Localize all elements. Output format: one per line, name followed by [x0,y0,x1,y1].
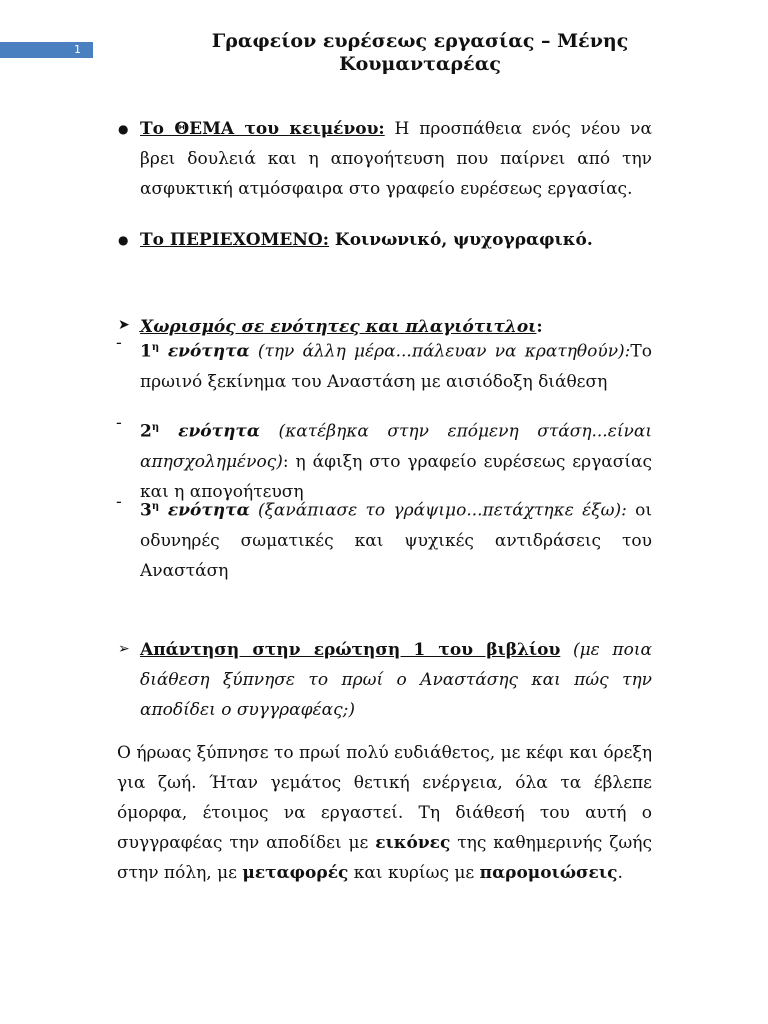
section-range: (την άλλη μέρα...πάλευαν να κρατηθούν): [249,341,631,362]
answer-emphasis: εικόνες [375,833,451,853]
section-description: Το πρωινό ξεκίνημα του Αναστάση με αισιόδοξη διάθεση [140,341,652,392]
bullet-icon: ● [118,122,129,136]
dash-bullet: - [116,492,122,512]
section-description: : η άφιξη στο γραφείο ευρέσεως εργασίας και η απογοήτευση [140,451,652,502]
sections-heading-text: Χωρισμός σε ενότητες και πλαγιότιτλοι [140,317,537,337]
title-line-1: Γραφείον ευρέσεως εργασίας – Μένης [211,30,629,52]
answer-text: . [617,863,623,883]
section-item [140,333,652,397]
answer-question: (με ποια διάθεση ξύπνησε το πρωί ο Αναστάσης και πώς την αποδίδει ο συγγραφέας;) [140,640,652,720]
section-ordinal: η [151,422,160,433]
sections-heading-colon: : [536,317,543,337]
answer-heading-text: Απάντηση στην ερώτηση 1 του βιβλίου [140,640,561,660]
answer-heading [140,635,652,725]
arrow-bullet-icon: ➢ [118,641,130,657]
section-ordinal: η [151,342,160,353]
content-paragraph [140,225,652,255]
section-number: 2 [140,421,152,442]
page-number: 1 [0,42,93,58]
theme-text: Η προσπάθεια ενός νέου να βρει δουλειά και η απογοήτευση που παίρνει από την ασφυκτική ατμόσφαιρα στο γραφείο ευρέσεως εργασίας. [140,119,652,199]
section-item [140,492,652,586]
section-label: ενότητα [159,500,250,521]
answer-emphasis: παρομοιώσεις [479,863,618,883]
document-title [140,30,700,76]
theme-label: Το ΘΕΜΑ του κειμένου: [140,119,385,139]
answer-text: της καθημερινής ζωής στην πόλη, με [117,833,652,883]
section-label: ενότητα [159,421,260,442]
section-label: ενότητα [159,341,250,362]
theme-paragraph [140,114,652,204]
section-ordinal: η [151,501,160,512]
content-label: Το ΠΕΡΙΕΧΟΜΕΝΟ: [140,230,330,250]
arrow-bullet-icon: ➤ [118,317,130,333]
content-text: Κοινωνικό, ψυχογραφικό. [329,230,593,250]
dash-bullet: - [116,333,122,353]
answer-paragraph [117,738,652,888]
section-number: 3 [140,500,152,521]
section-range: (κατέβηκα στην επόμενη στάση...είναι απησχολημένος) [140,421,652,472]
dash-bullet: - [116,413,122,433]
section-description: οι οδυνηρές σωματικές και ψυχικές αντιδράσεις του Αναστάση [140,500,652,581]
bullet-icon: ● [118,233,129,247]
answer-emphasis: μεταφορές [242,863,349,883]
section-range: (ξανάπιασε το γράψιμο...πετάχτηκε έξω): [249,500,627,521]
answer-text: και κυρίως με [348,863,480,883]
section-number: 1 [140,341,152,362]
answer-text: Ο ήρωας ξύπνησε το πρωί πολύ ευδιάθετος, με κέφι και όρεξη για ζωή. Ήταν γεμάτος θετική ενέργεια, όλα τα έβλεπε όμορφα, έτοιμος να εργαστεί. Τη διάθεσή του αυτή ο συγγραφέας την αποδίδει με [117,743,653,853]
title-line-2: Κουμανταρέας [339,53,501,75]
